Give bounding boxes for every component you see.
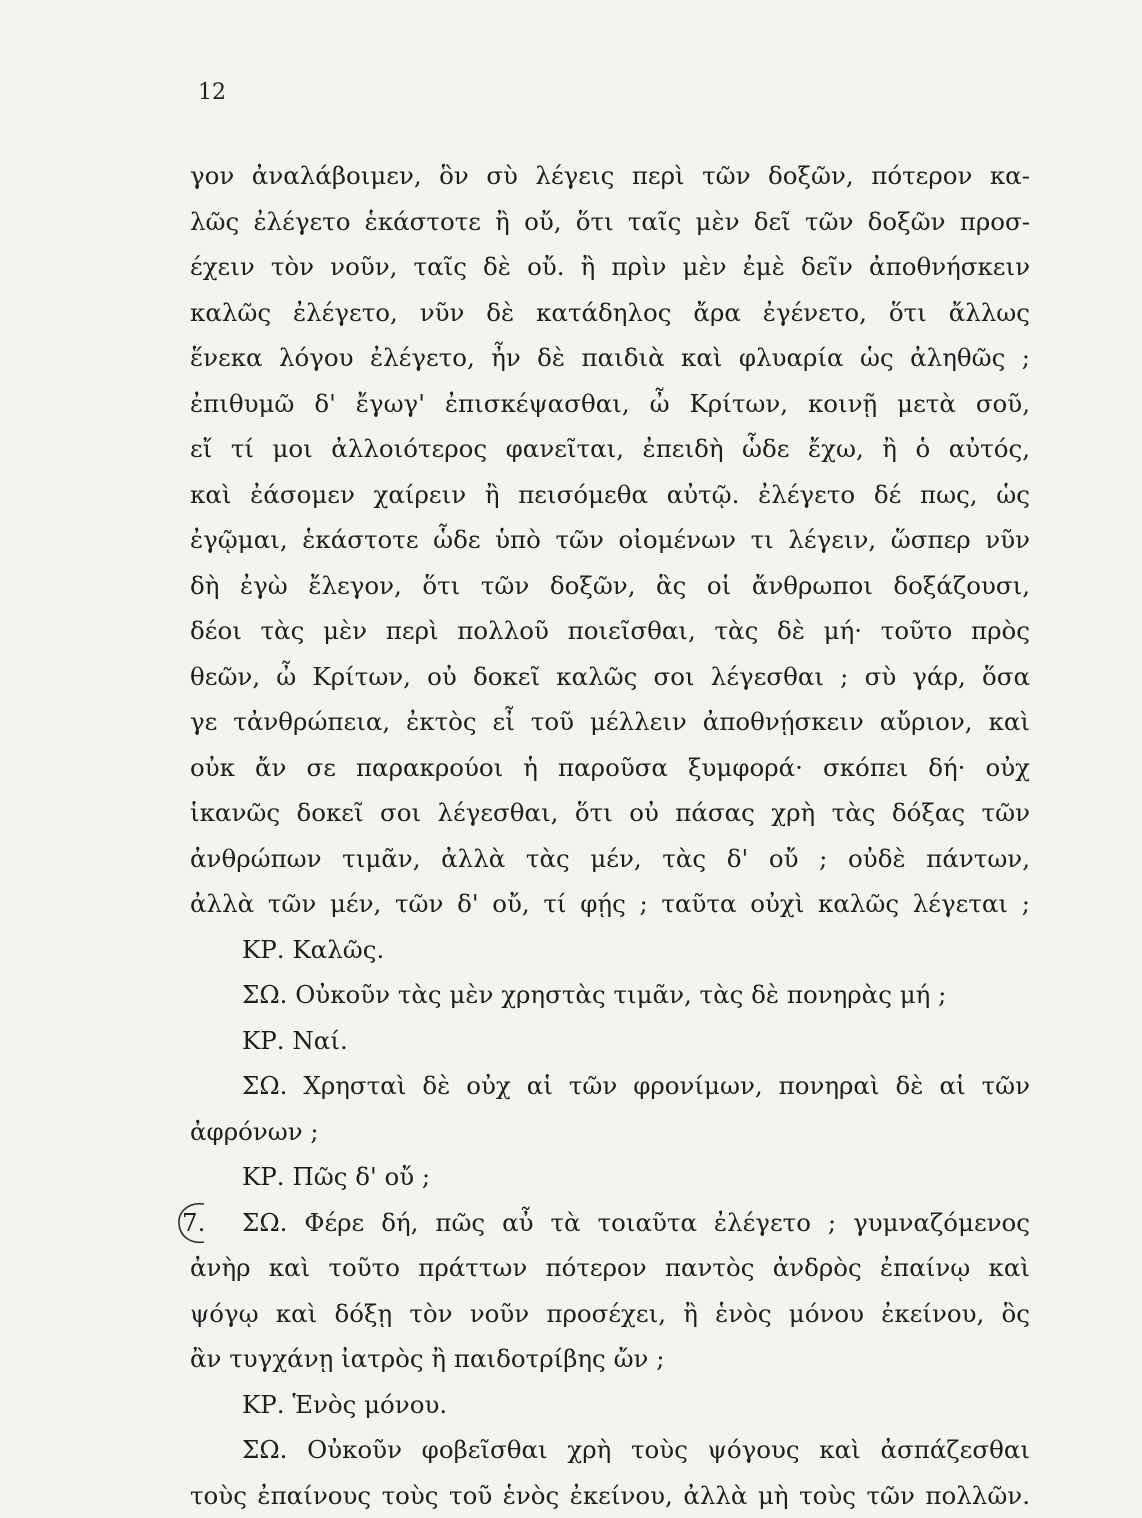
text-body <box>190 153 1030 1518</box>
text-line: οὐκ ἄν σε παρακρούοι ἡ παροῦσα ξυμφορά· σκόπει δή· οὐχ <box>190 745 1030 791</box>
dialogue-line-sokrates: ΣΩ. Οὐκοῦν φοβεῖσθαι χρὴ τοὺς ψόγους καὶ ἀσπάζεσθαι <box>190 1427 1030 1473</box>
text-line: καὶ ἐάσομεν χαίρειν ἢ πεισόμεθα αὐτῷ. ἐλέγετο δέ πως, ὡς <box>190 472 1030 518</box>
text-line: ἕνεκα λόγου ἐλέγετο, ἦν δὲ παιδιὰ καὶ φλυαρία ὡς ἀληθῶς ; <box>190 335 1030 381</box>
dialogue-line-sokrates: ΣΩ. Χρησταὶ δὲ οὐχ αἱ τῶν φρονίμων, πονηραὶ δὲ αἱ τῶν <box>190 1063 1030 1109</box>
dialogue-line-sokrates: ΣΩ. Οὐκοῦν τὰς μὲν χρηστὰς τιμᾶν, τὰς δὲ πονηρὰς μή ; <box>190 972 1030 1018</box>
dialogue-text: ΣΩ. Φέρε δή, πῶς αὖ τὰ τοιαῦτα ἐλέγετο ; γυμναζόμενος <box>242 1208 1030 1237</box>
text-line: ἂν τυγχάνῃ ἰατρὸς ἢ παιδοτρίβης ὤν ; <box>190 1336 1030 1382</box>
text-line: ἐγῷμαι, ἑκάστοτε ὧδε ὑπὸ τῶν οἰομένων τι λέγειν, ὥσπερ νῦν <box>190 517 1030 563</box>
dialogue-line-kriton: ΚΡ. Καλῶς. <box>190 927 1030 973</box>
text-line: ἀλλὰ τῶν μέν, τῶν δ' οὔ, τί φῄς ; ταῦτα οὐχὶ καλῶς λέγεται ; <box>190 881 1030 927</box>
text-line: ἱκανῶς δοκεῖ σοι λέγεσθαι, ὅτι οὐ πάσας χρὴ τὰς δόξας τῶν <box>190 790 1030 836</box>
dialogue-line-kriton: ΚΡ. Πῶς δ' οὔ ; <box>190 1154 1030 1200</box>
text-line: καλῶς ἐλέγετο, νῦν δὲ κατάδηλος ἄρα ἐγένετο, ὅτι ἄλλως <box>190 290 1030 336</box>
text-line: ἀνθρώπων τιμᾶν, ἀλλὰ τὰς μέν, τὰς δ' οὔ ; οὐδὲ πάντων, <box>190 836 1030 882</box>
text-line: γε τἀνθρώπεια, ἐκτὸς εἶ τοῦ μέλλειν ἀποθνῄσκειν αὔριον, καὶ <box>190 699 1030 745</box>
text-line: εἴ τί μοι ἀλλοιότερος φανεῖται, ἐπειδὴ ὧδε ἔχω, ἢ ὁ αὐτός, <box>190 426 1030 472</box>
text-line: ἀφρόνων ; <box>190 1109 1030 1155</box>
text-line: δέοι τὰς μὲν περὶ πολλοῦ ποιεῖσθαι, τὰς δὲ μή· τοῦτο πρὸς <box>190 608 1030 654</box>
text-line: δὴ ἐγὼ ἔλεγον, ὅτι τῶν δοξῶν, ἃς οἱ ἄνθρωποι δοξάζουσι, <box>190 563 1030 609</box>
section-number: 7. <box>182 1200 205 1246</box>
text-line: ψόγῳ καὶ δόξῃ τὸν νοῦν προσέχει, ἢ ἑνὸς μόνου ἐκείνου, ὃς <box>190 1291 1030 1337</box>
dialogue-line-sokrates <box>190 1200 1030 1246</box>
dialogue-line-kriton: ΚΡ. Ναί. <box>190 1018 1030 1064</box>
section-marker <box>174 1200 228 1246</box>
page-number: 12 <box>198 80 226 106</box>
text-line: τοὺς ἐπαίνους τοὺς τοῦ ἑνὸς ἐκείνου, ἀλλὰ μὴ τοὺς τῶν πολλῶν. <box>190 1473 1030 1518</box>
text-line: ἀνὴρ καὶ τοῦτο πράττων πότερον παντὸς ἀνδρὸς ἐπαίνῳ καὶ <box>190 1245 1030 1291</box>
text-line: γον ἀναλάβοιμεν, ὃν σὺ λέγεις περὶ τῶν δοξῶν, πότερον κα- <box>190 153 1030 199</box>
text-line: έχειν τὸν νοῦν, ταῖς δὲ οὔ. ἢ πρὶν μὲν ἐμὲ δεῖν ἀποθνήσκειν <box>190 244 1030 290</box>
text-line: ἐπιθυμῶ δ' ἔγωγ' ἐπισκέψασθαι, ὦ Κρίτων, κοινῇ μετὰ σοῦ, <box>190 381 1030 427</box>
text-line: λῶς ἐλέγετο ἑκάστοτε ἢ οὔ, ὅτι ταῖς μὲν δεῖ τῶν δοξῶν προσ- <box>190 199 1030 245</box>
dialogue-line-kriton: ΚΡ. Ἑνὸς μόνου. <box>190 1382 1030 1428</box>
text-line: θεῶν, ὦ Κρίτων, οὐ δοκεῖ καλῶς σοι λέγεσθαι ; σὺ γάρ, ὅσα <box>190 654 1030 700</box>
